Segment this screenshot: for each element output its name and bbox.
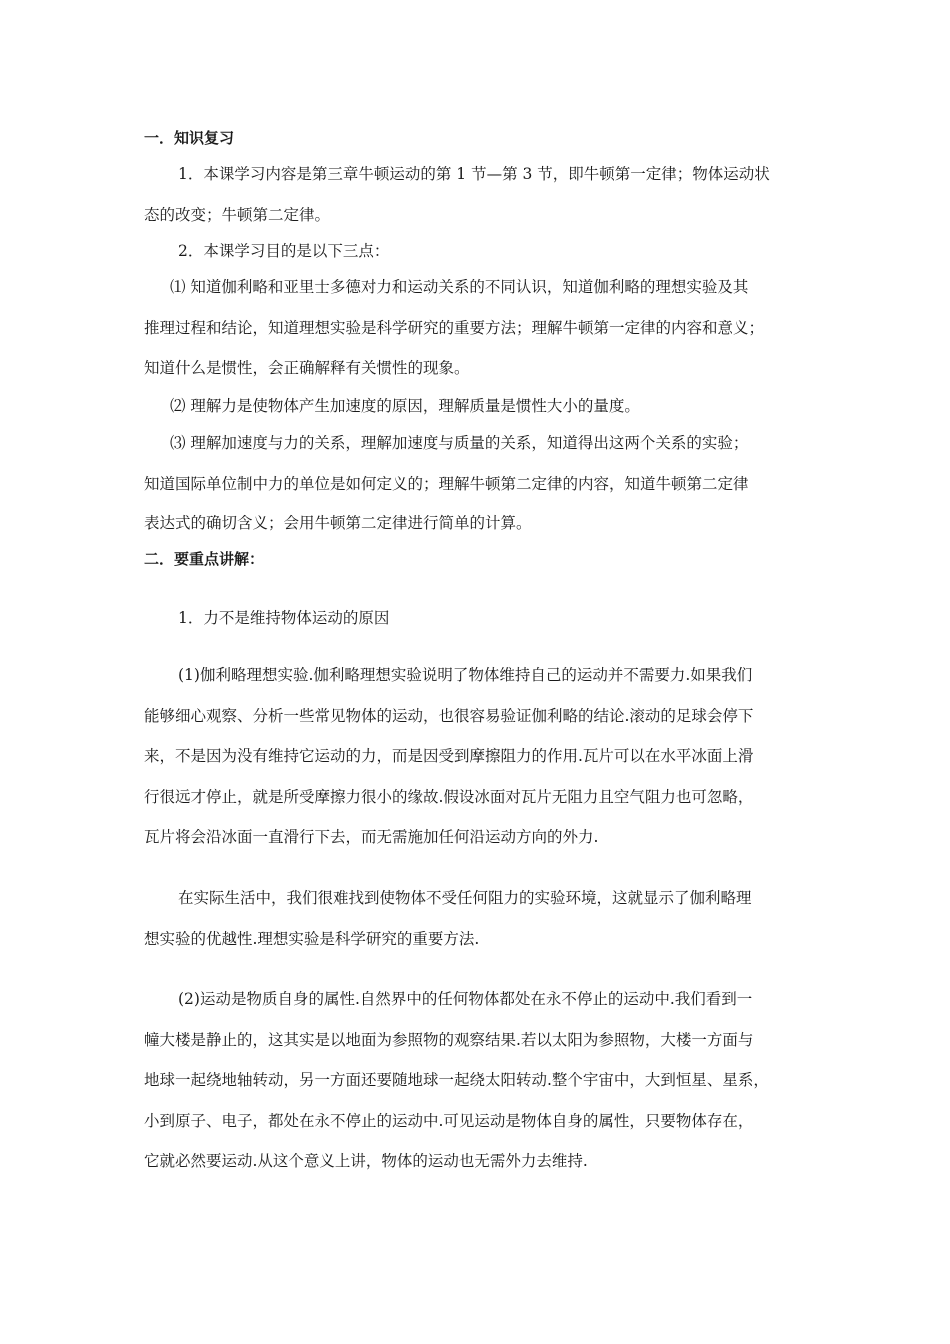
goal-item-3-line: 知道国际单位制中力的单位是如何定义的；理解牛顿第二定律的内容，知道牛顿第二定律	[144, 475, 749, 493]
paragraph-line: 幢大楼是静止的，这其实是以地面为参照物的观察结果.若以太阳为参照物，大楼一方面与	[144, 1031, 754, 1049]
paragraph-line: 1．本课学习内容是第三章牛顿运动的第 1 节—第 3 节，即牛顿第一定律；物体运动状	[178, 165, 770, 183]
topic-heading: 1．力不是维持物体运动的原因	[178, 609, 390, 627]
paragraph-line: 2．本课学习目的是以下三点：	[178, 242, 390, 260]
paragraph-line: (1)伽利略理想实验.伽利略理想实验说明了物体维持自己的运动并不需要力.如果我们	[178, 666, 753, 684]
goal-item-1-line: 推理过程和结论，知道理想实验是科学研究的重要方法；理解牛顿第一定律的内容和意义；	[144, 319, 765, 337]
paragraph-line: 来，不是因为没有维持它运动的力，而是因受到摩擦阻力的作用.瓦片可以在水平冰面上滑	[144, 747, 754, 765]
paragraph-line: 在实际生活中，我们很难找到使物体不受任何阻力的实验环境，这就显示了伽利略理	[178, 889, 752, 907]
paragraph-line: 能够细心观察、分析一些常见物体的运动，也很容易验证伽利略的结论.滚动的足球会停下	[144, 707, 754, 725]
paragraph-line: 瓦片将会沿冰面一直滑行下去，而无需施加任何沿运动方向的外力.	[144, 828, 599, 846]
paragraph-line: 行很远才停止，就是所受摩擦力很小的缘故.假设冰面对瓦片无阻力且空气阻力也可忽略，	[144, 788, 754, 806]
paragraph-line: 态的改变；牛顿第二定律。	[144, 206, 331, 224]
goal-item-3-line: 表达式的确切含义；会用牛顿第二定律进行简单的计算。	[144, 514, 532, 532]
paragraph-line: 小到原子、电子，都处在永不停止的运动中.可见运动是物体自身的属性，只要物体存在，	[144, 1112, 754, 1130]
section-heading-review: 一．知识复习	[144, 129, 235, 147]
paragraph-line: 它就必然要运动.从这个意义上讲，物体的运动也无需外力去维持.	[144, 1152, 588, 1170]
goal-item-1-line: ⑴ 知道伽利略和亚里士多德对力和运动关系的不同认识，知道伽利略的理想实验及其	[170, 278, 749, 296]
paragraph-line: 想实验的优越性.理想实验是科学研究的重要方法.	[144, 930, 480, 948]
goal-item-3-line: ⑶ 理解加速度与力的关系，理解加速度与质量的关系，知道得出这两个关系的实验；	[170, 434, 749, 452]
section-heading-key-points: 二．要重点讲解：	[144, 550, 265, 568]
paragraph-line: 地球一起绕地轴转动，另一方面还要随地球一起绕太阳转动.整个宇宙中，大到恒星、星系，	[144, 1071, 769, 1089]
goal-item-2-line: ⑵ 理解力是使物体产生加速度的原因，理解质量是惯性大小的量度。	[170, 397, 640, 415]
goal-item-1-line: 知道什么是惯性，会正确解释有关惯性的现象。	[144, 359, 470, 377]
paragraph-line: (2)运动是物质自身的属性.自然界中的任何物体都处在永不停止的运动中.我们看到一	[178, 990, 753, 1008]
